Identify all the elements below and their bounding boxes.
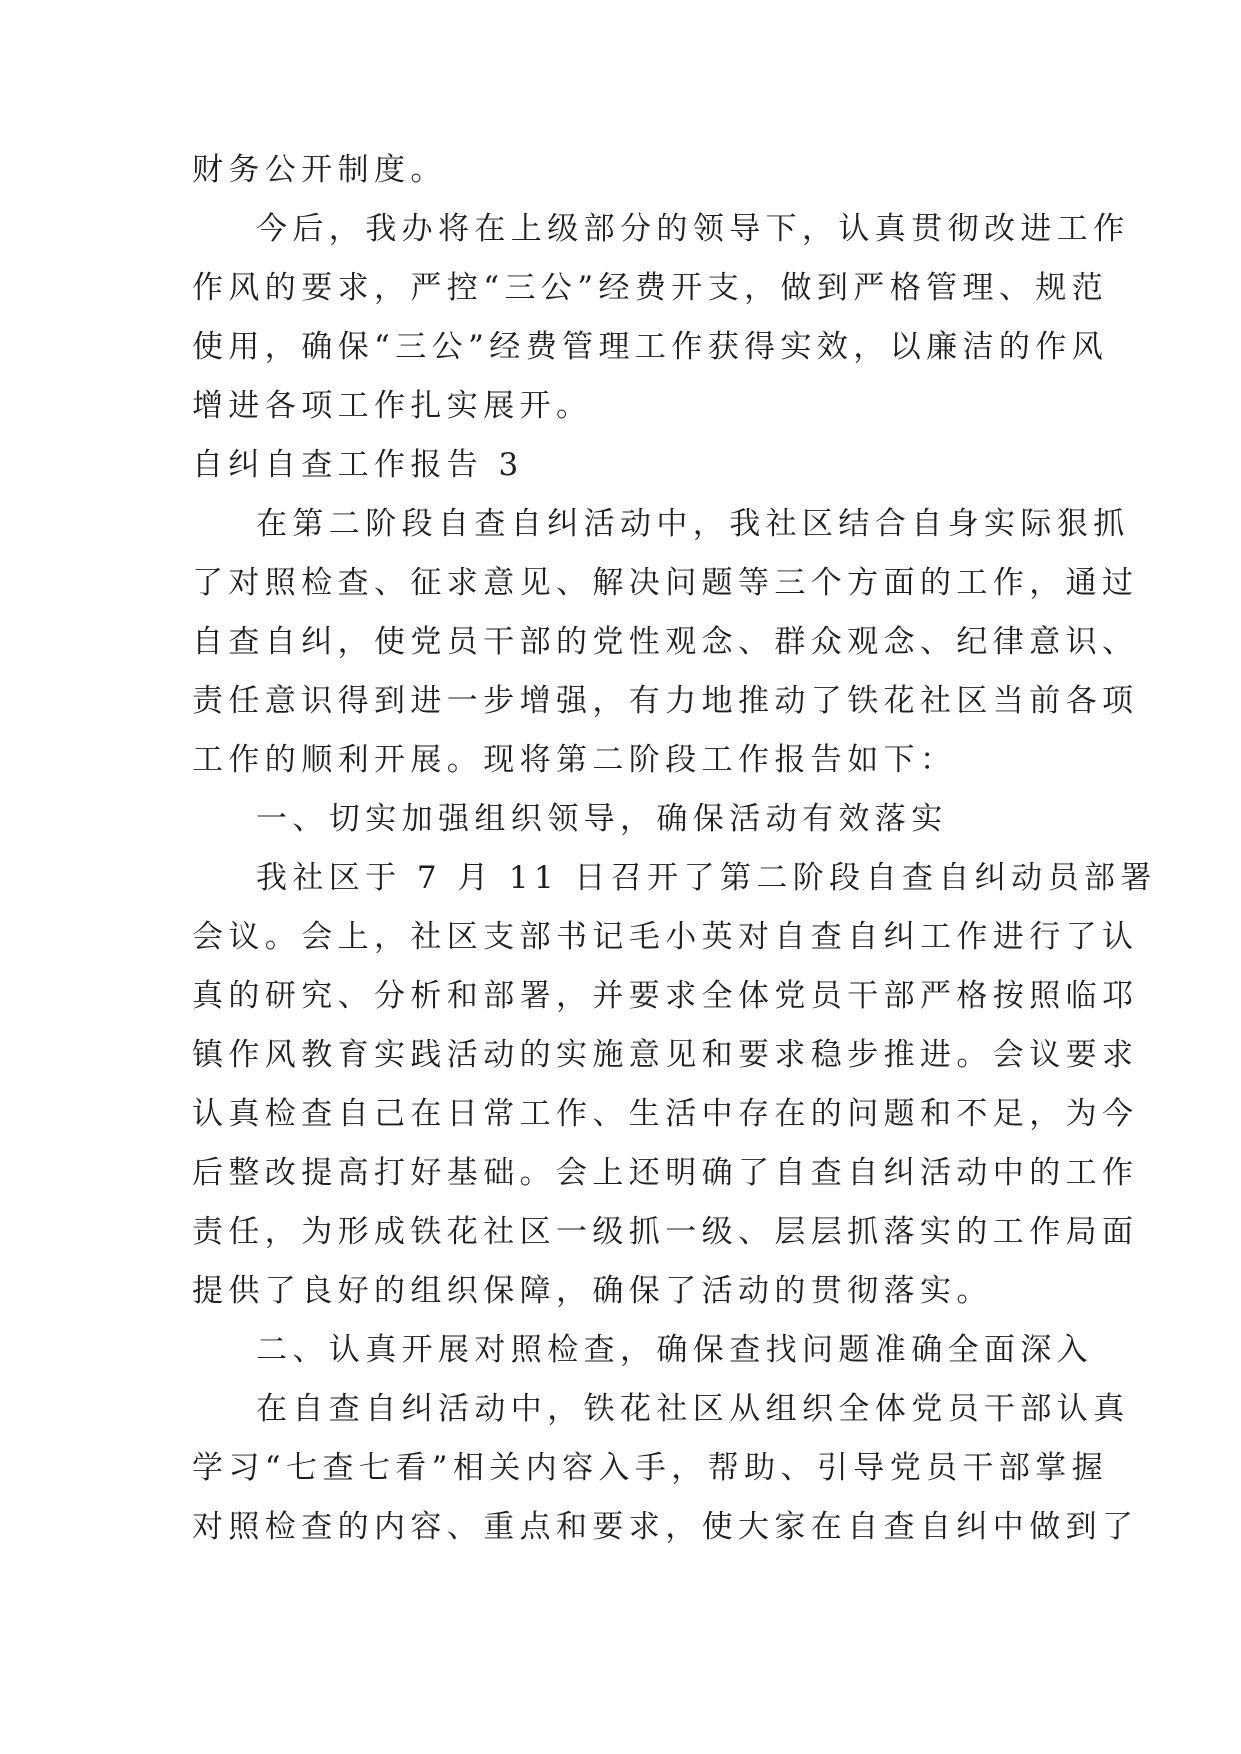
paragraph-line-18: 后整改提高打好基础。会上还明确了自查自纠活动中的工作 xyxy=(192,1155,1139,1191)
paragraph-line-5: 增进各项工作扎实展开。 xyxy=(192,388,593,424)
subheading-1: 一、切实加强组织领导，确保活动有效落实 xyxy=(256,801,948,837)
paragraph-line-8: 了对照检查、征求意见、解决问题等三个方面的工作，通过 xyxy=(192,565,1139,601)
subheading-2: 二、认真开展对照检查，确保查找问题准确全面深入 xyxy=(256,1332,1094,1368)
paragraph-line-15: 真的研究、分析和部署，并要求全体党员干部严格按照临邛 xyxy=(192,978,1139,1014)
paragraph-line-24: 对照检查的内容、重点和要求，使大家在自查自纠中做到了 xyxy=(192,1509,1139,1545)
paragraph-line-4: 使用，确保“三公”经费管理工作获得实效，以廉洁的作风 xyxy=(192,329,1109,365)
paragraph-line-20: 提供了良好的组织保障，确保了活动的贯彻落实。 xyxy=(192,1273,993,1309)
paragraph-line-17: 认真检查自己在日常工作、生活中存在的问题和不足，为今 xyxy=(192,1096,1139,1132)
paragraph-line-14: 会议。会上，社区支部书记毛小英对自查自纠工作进行了认 xyxy=(192,919,1139,955)
text-line-1: 财务公开制度。 xyxy=(192,152,447,188)
section-heading: 自纠自查工作报告 3 xyxy=(192,447,524,483)
paragraph-line-13: 我社区于 7 月 11 日召开了第二阶段自查自纠动员部署 xyxy=(256,860,1157,896)
paragraph-line-11: 工作的顺利开展。现将第二阶段工作报告如下： xyxy=(192,742,957,778)
paragraph-line-9: 自查自纠，使党员干部的党性观念、群众观念、纪律意识、 xyxy=(192,624,1139,660)
paragraph-line-22: 在自查自纠活动中，铁花社区从组织全体党员干部认真 xyxy=(256,1391,1130,1427)
paragraph-line-2: 今后，我办将在上级部分的领导下，认真贯彻改进工作 xyxy=(256,211,1130,247)
paragraph-line-16: 镇作风教育实践活动的实施意见和要求稳步推进。会议要求 xyxy=(192,1037,1139,1073)
paragraph-line-10: 责任意识得到进一步增强，有力地推动了铁花社区当前各项 xyxy=(192,683,1139,719)
paragraph-line-23: 学习“七查七看”相关内容入手，帮助、引导党员干部掌握 xyxy=(192,1450,1109,1486)
paragraph-line-7: 在第二阶段自查自纠活动中，我社区结合自身实际狠抓 xyxy=(256,506,1130,542)
paragraph-line-3: 作风的要求，严控“三公”经费开支，做到严格管理、规范 xyxy=(192,270,1109,306)
paragraph-line-19: 责任，为形成铁花社区一级抓一级、层层抓落实的工作局面 xyxy=(192,1214,1139,1250)
